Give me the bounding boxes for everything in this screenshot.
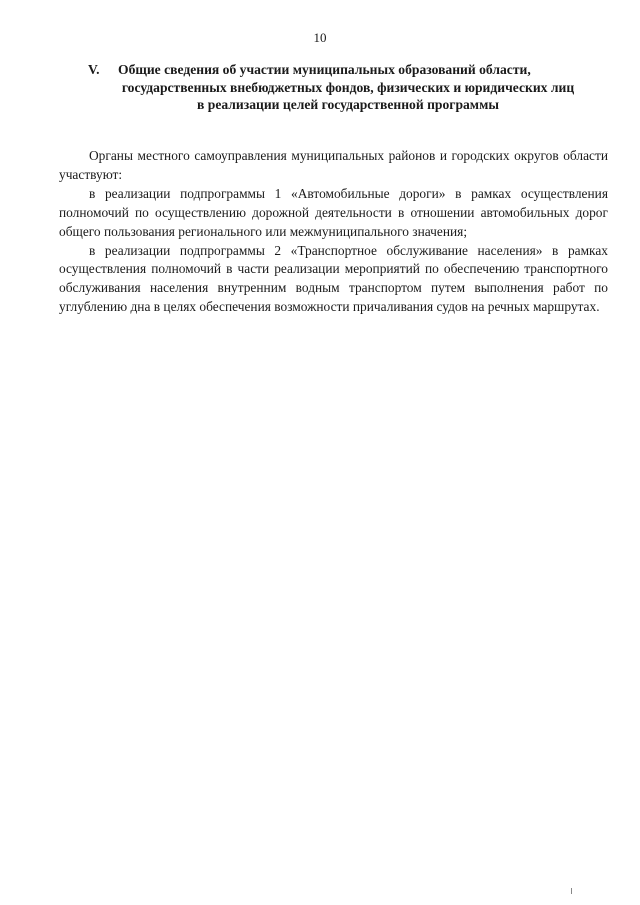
section-heading — [88, 61, 608, 114]
section-number: V. — [88, 62, 100, 77]
heading-line-1 — [88, 61, 608, 79]
heading-line-2: государственных внебюджетных фондов, физических и юридических лиц — [121, 79, 575, 95]
page-number: 10 — [313, 30, 327, 45]
paragraph-participants: Органы местного самоуправления муниципальных районов и городских округов области участвуют: — [59, 148, 608, 182]
paragraph-subprogram-1: в реализации подпрограммы 1 «Автомобильные дороги» в рамках осуществления полномочий по осуществлению дорожной деятельности в отношении автомобильных дорог общего пользования регионального или межмуниципального значения; — [59, 185, 608, 239]
paragraph-subprogram-2: в реализации подпрограммы 2 «Транспортное обслуживание населения» в рамках осуществления полномочий в части реализации мероприятий по обеспечению транспортного обслуживания населения внутренним водным транспортом путем выполнения работ по углублению дна в целях обеспечения возможности причаливания судов на речных маршрутах. — [59, 242, 608, 315]
heading-line-3: в реализации целей государственной программы — [197, 97, 499, 112]
heading-line-1-text: Общие сведения об участии муниципальных образований области, — [118, 62, 531, 77]
scan-mark — [571, 888, 572, 894]
body-text — [59, 147, 608, 317]
